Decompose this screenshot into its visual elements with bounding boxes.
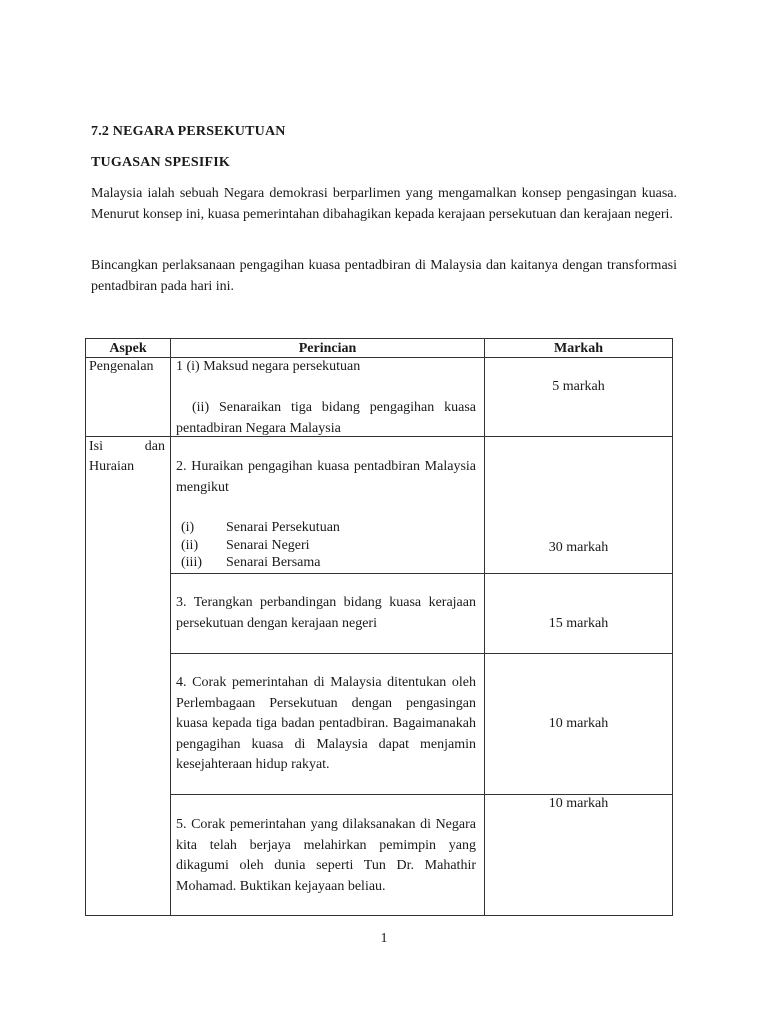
list-item-text: Senarai Bersama	[226, 555, 321, 570]
markah-row-3: 15 markah	[548, 616, 609, 631]
aspek-huraian: Huraian	[89, 459, 135, 474]
list-item	[181, 537, 310, 555]
cell	[86, 437, 171, 916]
markah-row-5: 10 markah	[548, 796, 609, 811]
section-title: 7.2 NEGARA PERSEKUTUAN	[91, 124, 286, 139]
intro-paragraph: Malaysia ialah sebuah Negara demokrasi berparlimen yang mengamalkan konsep pengasingan kuasa. Menurut konsep ini, kuasa pemerintahan dibahagikan kepada kerajaan persekutuan dan kerajaan negeri.	[91, 186, 677, 222]
list-item-text: Senarai Persekutuan	[226, 520, 340, 535]
aspek-isi-dan: Isi dan	[89, 439, 165, 454]
list-item-number: (i)	[181, 520, 195, 535]
list-item-number: (iii)	[181, 555, 202, 570]
list-item-text: Senarai Negeri	[226, 538, 310, 553]
header-perincian: Perincian	[298, 341, 357, 356]
markah-row-2: 30 markah	[548, 540, 609, 555]
list-item-number: (ii)	[181, 538, 199, 553]
header-markah: Markah	[554, 341, 603, 356]
list-item	[181, 519, 340, 537]
markah-row-1: 5 markah	[552, 379, 605, 394]
question-5: 5. Corak pemerintahan yang dilaksanakan di Negara kita telah berjaya melahirkan pemimpin yang dikagumi oleh dunia seperti Tun Dr. Mahathir Mohamad. Buktikan kejayaan beliau.	[176, 817, 476, 894]
question-4: 4. Corak pemerintahan di Malaysia ditentukan oleh Perlembagaan Persekutuan dengan pengasingan kuasa kepada tiga badan pentadbiran. Bagaimanakah pengagihan kuasa di Malaysia dapat menjamin kesejahteraan hidup rakyat.	[176, 675, 476, 772]
markah-row-4: 10 markah	[548, 716, 609, 731]
question-1-part-i: 1 (i) Maksud negara persekutuan	[176, 359, 361, 374]
task-paragraph: Bincangkan perlaksanaan pengagihan kuasa pentadbiran di Malaysia dan kaitanya dengan transformasi pentadbiran pada hari ini.	[91, 258, 677, 294]
page-number: 1	[380, 931, 388, 946]
list-item	[181, 554, 320, 572]
header-aspek: Aspek	[109, 341, 147, 356]
question-3: 3. Terangkan perbandingan bidang kuasa kerajaan persekutuan dengan kerajaan negeri	[176, 595, 476, 631]
aspek-pengenalan: Pengenalan	[89, 359, 154, 374]
question-2: 2. Huraikan pengagihan kuasa pentadbiran Malaysia mengikut	[176, 459, 476, 495]
question-1-part-ii: (ii) Senaraikan tiga bidang pengagihan kuasa pentadbiran Negara Malaysia	[176, 400, 476, 436]
subtitle: TUGASAN SPESIFIK	[91, 155, 230, 170]
